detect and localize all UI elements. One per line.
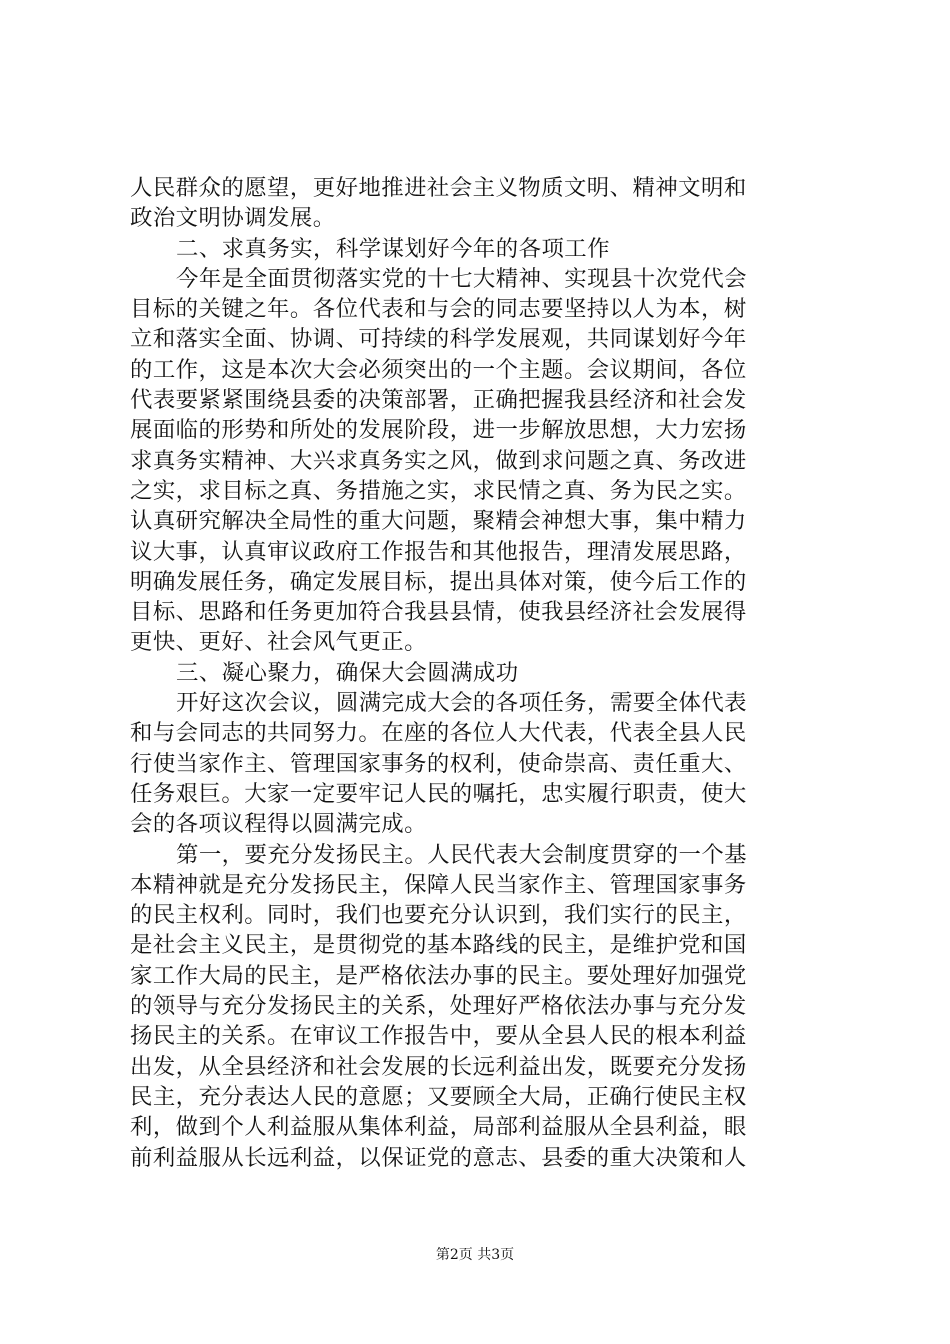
text-line: 政治文明协调发展。 [130,205,336,232]
text-line: 人民群众的愿望，更好地推进社会主义物质文明、精神文明和 [130,175,747,201]
text-line: 的工作，这是本次大会必须突出的一个主题。会议期间，各位 [130,356,747,383]
text-line: 的领导与充分发扬民主的关系，处理好严格依法办事与充分发 [130,993,747,1020]
text-line: 明确发展任务，确定发展目标，提出具体对策，使今后工作的 [130,568,747,595]
text-line: 家工作大局的民主，是严格依法办事的民主。要处理好加强党 [130,962,747,989]
text-line: 会的各项议程得以圆满完成。 [130,811,427,838]
text-line: 展面临的形势和所处的发展阶段，进一步解放思想，大力宏扬 [130,417,747,444]
text-line: 任务艰巨。大家一定要牢记人民的嘱托，忠实履行职责，使大 [130,780,747,807]
text-line: 目标的关键之年。各位代表和与会的同志要坚持以人为本，树 [130,296,747,323]
text-line: 是社会主义民主，是贯彻党的基本路线的民主，是维护党和国 [130,932,747,959]
text-line: 本精神就是充分发扬民主，保障人民当家作主、管理国家事务 [130,871,747,898]
text-line: 扬民主的关系。在审议工作报告中，要从全县人民的根本利益 [130,1023,747,1050]
text-line: 第一，要充分发扬民主。人民代表大会制度贯穿的一个基 [176,841,748,868]
text-line: 行使当家作主、管理国家事务的权利，使命崇高、责任重大、 [130,750,747,777]
text-line: 利，做到个人利益服从集体利益，局部利益服从全县利益，眼 [130,1114,747,1141]
text-line: 前利益服从长远利益，以保证党的意志、县委的重大决策和人 [130,1144,747,1171]
text-line: 开好这次会议，圆满完成大会的各项任务，需要全体代表 [176,690,748,717]
text-line: 议大事，认真审议政府工作报告和其他报告，理清发展思路， [130,538,747,565]
text-line: 和与会同志的共同努力。在座的各位人大代表，代表全县人民 [130,720,747,747]
text-line: 的民主权利。同时，我们也要充分认识到，我们实行的民主， [130,902,747,929]
text-line: 认真研究解决全局性的重大问题，聚精会神想大事，集中精力 [130,508,747,535]
page-number-footer: 第2页 共3页 [435,1247,515,1263]
text-line: 更快、更好、社会风气更正。 [130,629,427,656]
text-line: 目标、思路和任务更加符合我县县情，使我县经济社会发展得 [130,599,747,626]
text-line: 代表要紧紧围绕县委的决策部署，正确把握我县经济和社会发 [130,387,747,414]
text-line: 出发，从全县经济和社会发展的长远利益出发，既要充分发扬 [130,1053,747,1080]
text-line: 民主，充分表达人民的意愿；又要顾全大局，正确行使民主权 [130,1083,747,1110]
text-line: 立和落实全面、协调、可持续的科学发展观，共同谋划好今年 [130,326,747,353]
text-line: 之实，求目标之真、务措施之实，求民情之真、务为民之实。 [130,477,747,504]
body-text [130,173,830,1173]
text-line: 今年是全面贯彻落实党的十七大精神、实现县十次党代会 [176,265,748,292]
text-line: 求真务实精神、大兴求真务实之风，做到求问题之真、务改进 [130,447,747,474]
section-heading: 二、求真务实，科学谋划好今年的各项工作 [176,235,610,262]
section-heading: 三、凝心聚力，确保大会圆满成功 [176,659,519,686]
